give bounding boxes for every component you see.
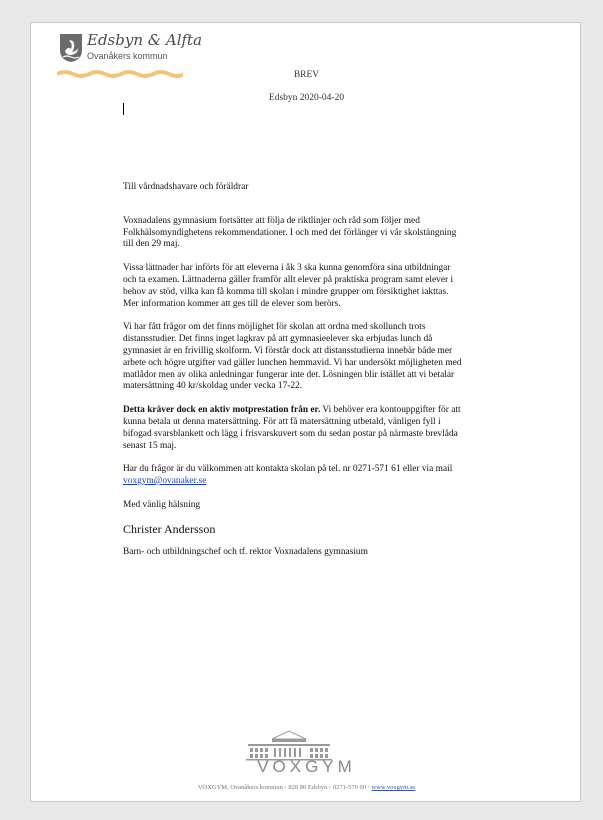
closing: Med vänlig hälsning [123,499,201,510]
place-date: Edsbyn 2020-04-20 [268,93,345,103]
org-name: Edsbyn & Alfta [87,31,203,49]
paragraph-4 [123,405,465,452]
letter-page [30,22,581,802]
org-subname: Ovanåkers kommun [87,51,168,61]
document-type: BREV [293,70,320,80]
paragraph-5-text: Har du frågor är du välkommen att kontakta skolan på tel. nr 0271-571 61 eller via mail [123,464,453,475]
paragraph-1: Voxnadalens gymnasium fortsätter att följa de riktlinjer och råd som följer med Folkhälsomyndighetens rekommendationer. I och med det förlänger vi vår skolstängning till den 29 maj. [123,215,457,250]
website-link[interactable]: www.voxgym.se [371,784,416,791]
footer-address [31,784,582,791]
signer-title: Barn- och utbildningschef och tf. rektor Voxnadalens gymnasium [123,546,368,557]
paragraph-2: Vissa lättnader har införts för att eleverna i åk 3 ska kunna genomföra sina utbildningar och ta examen. Lättnaderna gäller framför allt elever på praktiska program samt elever i behov av stöd, vilka kan få komma till skolan i mindre grupper om försiktighet iakttas. Mer information kommer att ges till de elever som berörs. [123,263,454,309]
email-link[interactable]: voxgym@ovanaker.se [123,476,207,487]
paragraph-4-rest: Vi behöver era kontouppgifter för att kunna betala ut denna matersättning. För att få matersättning utbetald, vänligen fyll i bifogad svarsblankett och lägg i frisvarskuvert som du sedan postar på närmaste brevlåda senast 15 maj. [123,405,461,451]
swan-crest-icon [59,33,83,63]
footer-brand: VOXGYM [257,757,356,776]
text-cursor [123,103,124,115]
paragraph-5 [123,464,465,488]
letter-body [123,182,465,559]
paragraph-4-bold: Detta kräver dock en aktiv motprestation från er. [123,405,321,416]
footer-address-text: VOXGYM, Ovanåkers kommun ◦ 828 80 Edsbyn ◦ 0271-570 00 ◦ [197,784,372,791]
signer-name: Christer Andersson [123,521,216,536]
paragraph-3: Vi har fått frågor om det finns möjlighet för skolan att ordna med skollunch trots distansstudier. Det finns inget lagkrav på att gymnasieelever ska erbjudas lunch då gymnasiet är en frivillig skolform. Vi förstår dock att distansstudierna innebär både mer arbete och högre utgifter vad gäller lunchen hemmavid. Vi har undersökt möjligheten med matlådor men av olika anledningar fungerar inte det. Lösningen blir istället att vi betalar matersättning 40 kr/skoldag under vecka 17-22. [123,322,462,392]
greeting: Till vårdnadshavare och föräldrar [123,182,249,192]
